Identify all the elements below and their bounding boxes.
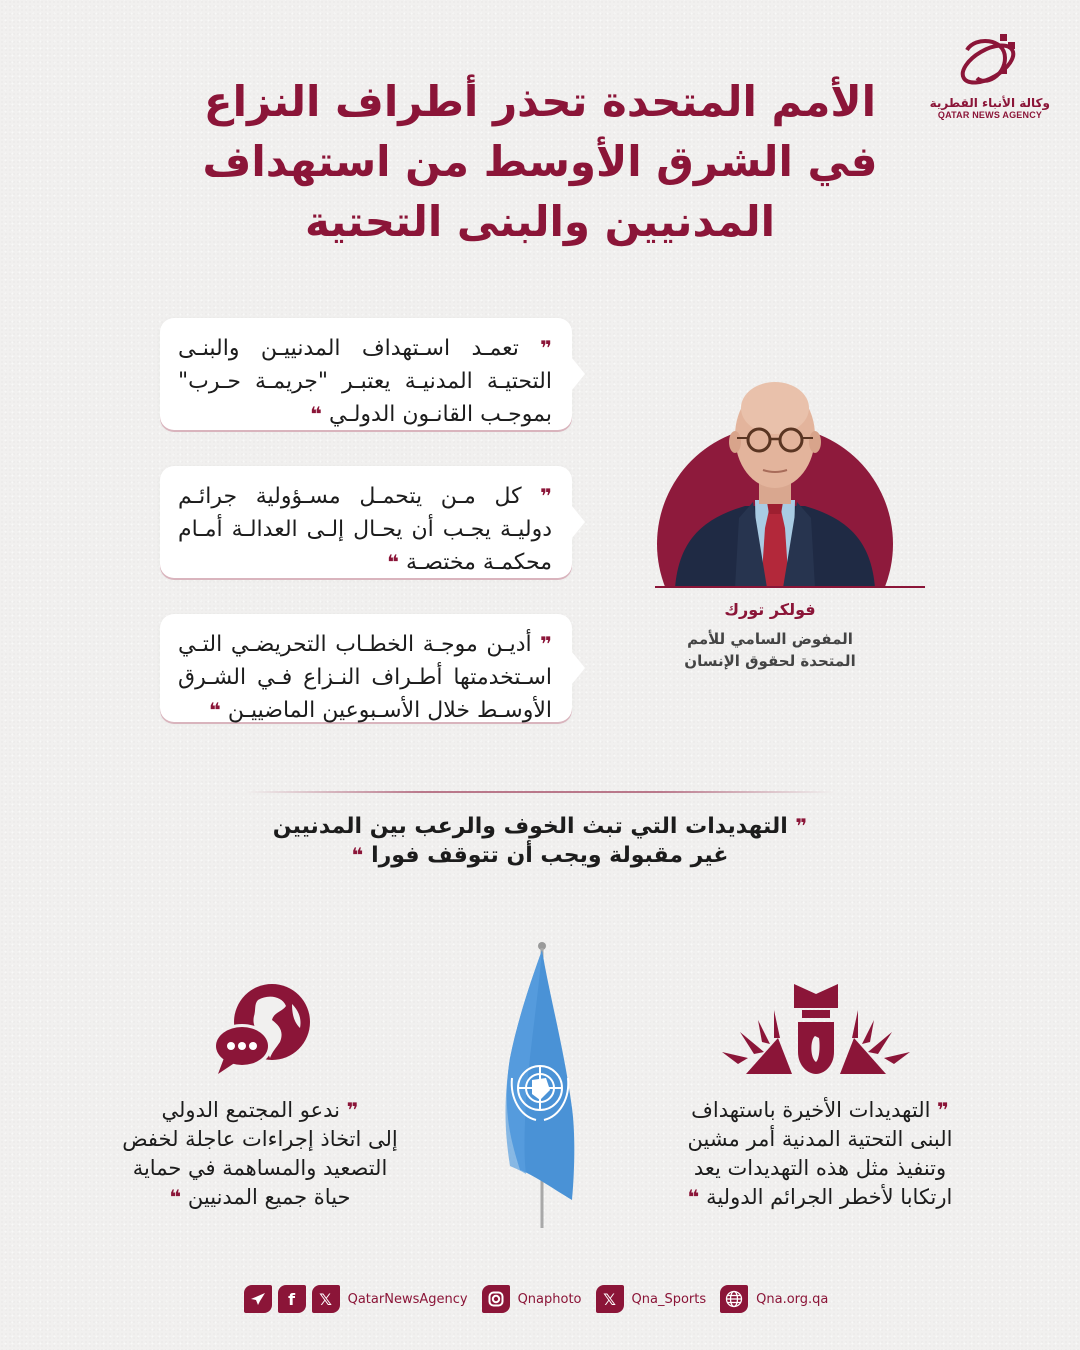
title-line: في الشرق الأوسط من استهداف [202,137,878,186]
title-line: الأمم المتحدة تحذر أطراف النزاع [203,77,877,126]
globe-chat-icon [212,982,312,1080]
statement-call-to-action [100,1096,420,1212]
instagram-icon[interactable] [482,1285,510,1313]
close-quote-icon: ❝ [687,1185,700,1209]
quote-bubble [160,614,572,722]
open-quote-icon: ❞ [540,336,553,360]
close-quote-icon: ❝ [387,550,399,574]
center-quote [240,812,840,870]
speaker-name: فولكر تورك [724,600,816,619]
open-quote-icon: ❞ [346,1098,359,1122]
logo-arabic-text: وكالة الأنباء القطرية [929,96,1050,110]
close-quote-icon: ❝ [310,402,322,426]
speaker-portrait [655,378,895,588]
open-quote-icon: ❞ [540,632,552,656]
portrait-baseline [655,586,925,588]
title-line: المدنيين والبنى التحتية [304,197,776,246]
qna-emblem-icon [955,28,1025,94]
open-quote-icon: ❞ [795,814,808,838]
x-icon[interactable]: 𝕏 [596,1285,624,1313]
page-title [200,72,880,252]
speaker-role-line: المتحدة لحقوق الإنسان [684,652,856,670]
center-quote-line [240,841,840,870]
handle-qnaphoto[interactable]: Qnaphoto [517,1291,582,1307]
qna-logo [930,28,1050,138]
statement-line: التصعيد والمساهمة في حماية [132,1156,388,1180]
quote-bubble [160,318,572,430]
quote-bubble [160,466,572,578]
statement-line: البنى التحتية المدنية أمر مشين [687,1127,953,1151]
speaker-photo [655,378,895,588]
section-divider [245,791,835,793]
close-quote-icon: ❝ [169,1185,182,1209]
telegram-icon[interactable] [244,1285,272,1313]
handle-website[interactable]: Qna.org.qa [756,1291,829,1307]
quote-text: تعمـد اسـتهداف المدنييـن والبنـى التحتيـة المدنيـة يعتبـر "جريمـة حـرب" بموجـب القانـون الدولـي [178,336,552,427]
statement-line: التهديدات الأخيرة باستهداف [691,1098,931,1122]
un-flag-icon [480,938,600,1232]
statement-line: ارتكابا لأخطر الجرائم الدولية [706,1185,953,1209]
social-footer [0,1283,1080,1315]
statement-line: وتنفيذ مثل هذه التهديدات يعد [693,1156,947,1180]
center-quote-line [240,812,840,841]
globe-icon[interactable] [720,1285,748,1313]
statement-threats [660,1096,980,1212]
statement-line: حياة جميع المدنيين [187,1185,351,1209]
close-quote-icon: ❝ [209,698,221,722]
quote-text: أديـن موجـة الخطـاب التحريضـي التـي اسـتخدمتها أطـراف النـزاع فـي الشـرق الأوسـط خلال الأسـبوعين الماضييـن [178,632,552,723]
facebook-icon[interactable]: f [278,1285,306,1313]
logo-english-text: QATAR NEWS AGENCY [937,110,1043,120]
handle-qna-sports[interactable]: Qna_Sports [631,1291,707,1307]
speaker-role [660,628,880,672]
close-quote-icon: ❝ [351,843,364,867]
handle-qatarnewsagency[interactable]: QatarNewsAgency [347,1291,468,1307]
open-quote-icon: ❞ [937,1098,949,1122]
quote-text: كل مـن يتحمـل مسـؤولية جرائـم دوليـة يجـب أن يحـال إلـى العدالـة أمـام محكمـة مختصـة [178,484,552,575]
bomb-explosion-icon [718,980,914,1080]
open-quote-icon: ❞ [540,484,552,508]
center-quote-text: التهديدات التي تبث الخوف والرعب بين المدنيين [272,814,788,839]
statement-line: ندعو المجتمع الدولي [161,1098,341,1122]
x-icon[interactable]: 𝕏 [312,1285,340,1313]
speaker-role-line: المفوض السامي للأمم [687,630,853,648]
statement-line: إلى اتخاذ إجراءات عاجلة لخفض [122,1127,398,1151]
center-quote-text: غير مقبولة ويجب أن تتوقف فورا [371,843,729,868]
